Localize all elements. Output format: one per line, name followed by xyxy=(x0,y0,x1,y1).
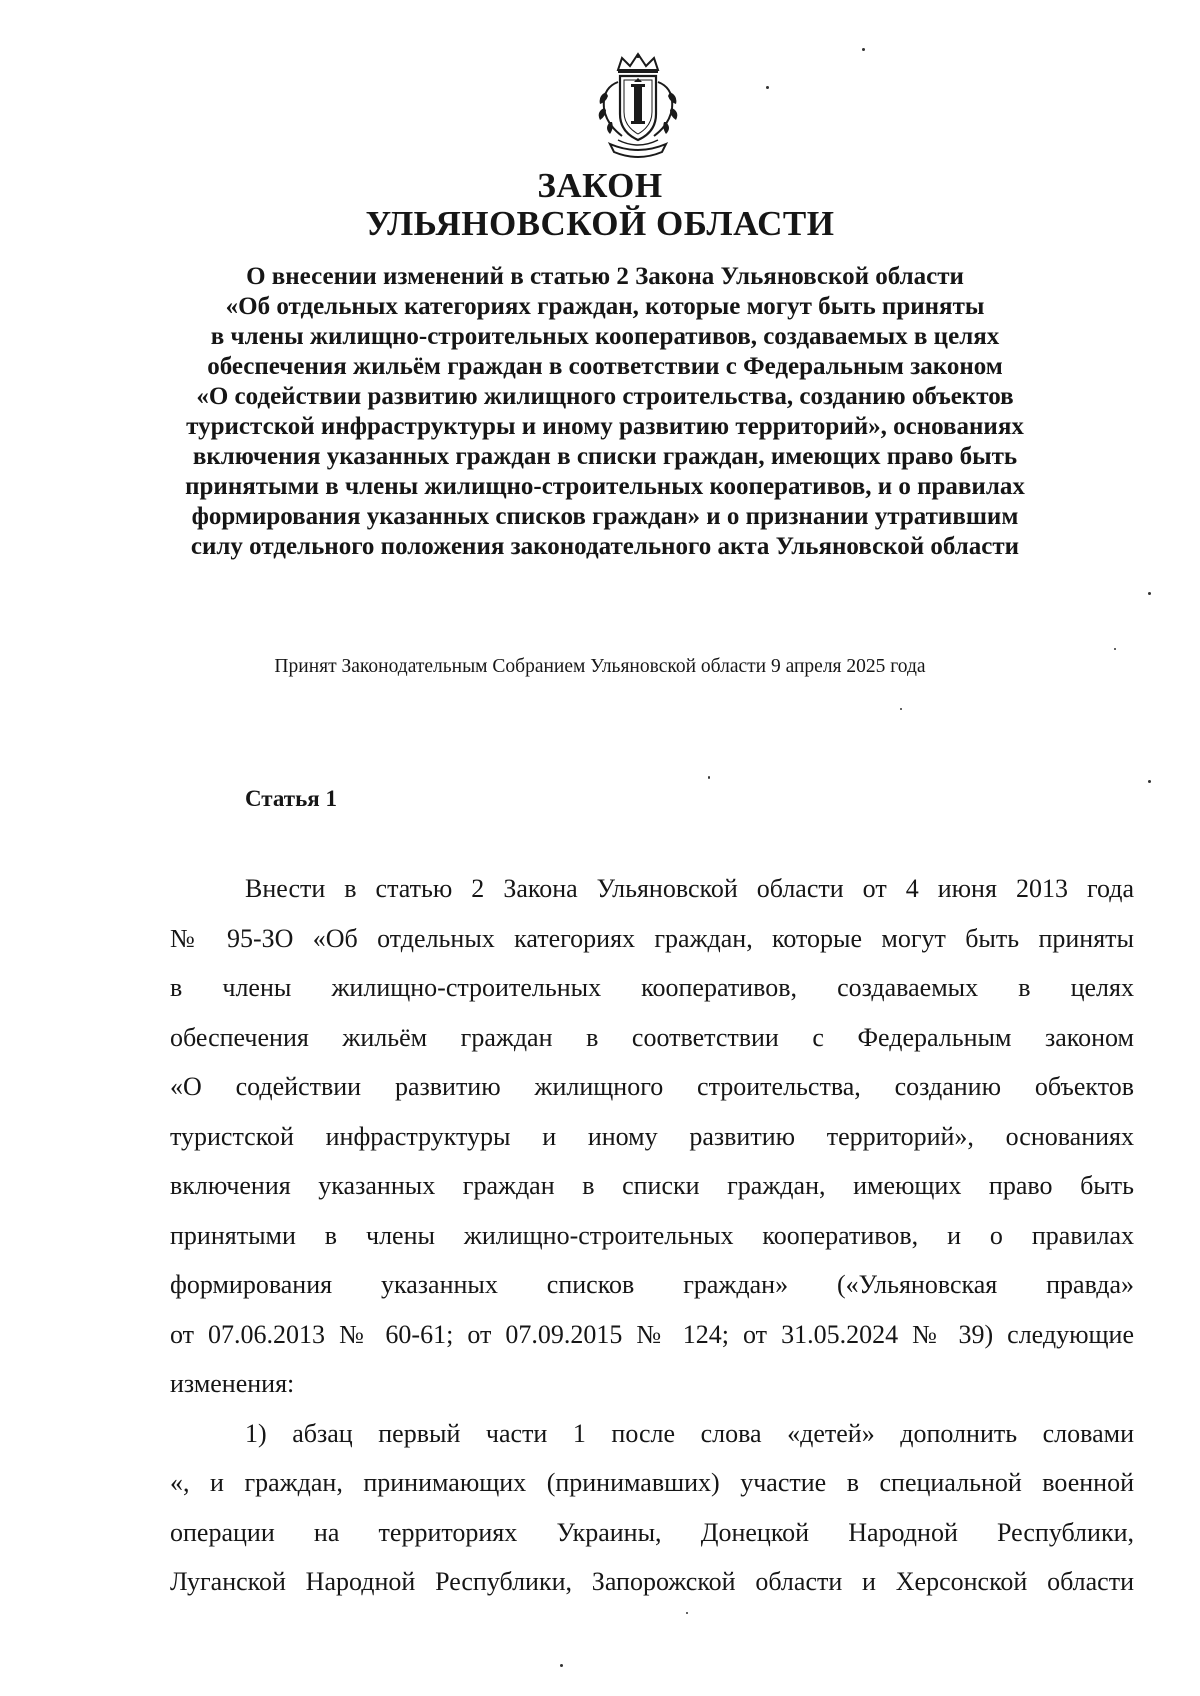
scan-speck xyxy=(1114,648,1116,650)
body-line: включения указанных граждан в списки граждан, имеющих право быть xyxy=(170,1171,1134,1200)
subject-line: в члены жилищно-строительных кооперативов, создаваемых в целях xyxy=(210,323,1000,350)
scan-speck xyxy=(560,1664,563,1667)
body-line: формирования указанных списков граждан» («Ульяновская правда» xyxy=(170,1270,1134,1299)
body-line: Луганской Народной Республики, Запорожской области и Херсонской области xyxy=(170,1567,1134,1596)
body-line: туристской инфраструктуры и иному развитию территорий», основаниях xyxy=(170,1121,1134,1151)
scan-speck xyxy=(686,1612,688,1614)
subject-line: принятыми в члены жилищно-строительных кооперативов, и о правилах xyxy=(185,473,1025,500)
adoption-note: Принят Законодательным Собранием Ульяновской области 9 апреля 2025 года xyxy=(274,656,926,677)
subject-line: О внесении изменений в статью 2 Закона Ульяновской области xyxy=(246,263,964,290)
list-item-line: 1) абзац первый части 1 после слова «детей» дополнить словами xyxy=(245,1418,1134,1448)
body-line: обеспечения жильём граждан в соответствии с Федеральным законом xyxy=(170,1022,1134,1052)
subject-line: обеспечения жильём граждан в соответствии с Федеральным законом xyxy=(207,353,1003,380)
subject-line: силу отдельного положения законодательного акта Ульяновской области xyxy=(190,533,1020,560)
body-line: от 07.06.2013 № 60-61; от 07.09.2015 № 124; от 31.05.2024 № 39) следующие xyxy=(170,1319,1134,1349)
body-line: № 95-ЗО «Об отдельных категориях граждан, которые могут быть приняты xyxy=(170,923,1134,953)
scan-speck xyxy=(708,776,710,779)
subject-line: формирования указанных списков граждан» и о признании утратившим xyxy=(191,503,1019,530)
subject-line: «О содействии развитию жилищного строительства, созданию объектов xyxy=(196,383,1014,410)
body-line: в члены жилищно-строительных кооперативов, создаваемых в целях xyxy=(170,973,1134,1002)
body-line: «О содействии развитию жилищного строительства, созданию объектов xyxy=(170,1072,1134,1101)
subject-line: «Об отдельных категориях граждан, которые могут быть приняты xyxy=(225,293,985,320)
subject-line: туристской инфраструктуры и иному развитию территорий», основаниях xyxy=(186,413,1024,440)
coat-of-arms-icon xyxy=(588,52,688,164)
region-title: УЛЬЯНОВСКОЙ ОБЛАСТИ xyxy=(365,204,835,243)
article-body xyxy=(170,864,1134,1607)
body-line: «, и граждан, принимающих (принимавших) участие в специальной военной xyxy=(170,1468,1134,1497)
body-line: принятыми в члены жилищно-строительных кооперативов, и о правилах xyxy=(170,1220,1134,1250)
article-heading: Статья 1 xyxy=(245,786,337,811)
law-subject xyxy=(170,262,1040,562)
scan-speck xyxy=(766,86,769,89)
scan-speck xyxy=(900,708,902,710)
body-line: изменения: xyxy=(170,1369,295,1398)
scan-speck xyxy=(862,48,865,51)
law-title: ЗАКОН xyxy=(537,166,663,205)
body-line: операции на территориях Украины, Донецкой Народной Республики, xyxy=(170,1517,1134,1547)
scan-speck xyxy=(1148,592,1151,595)
subject-line: включения указанных граждан в списки граждан, имеющих право быть xyxy=(192,443,1018,470)
scan-speck xyxy=(1148,780,1151,783)
body-line: Внести в статью 2 Закона Ульяновской области от 4 июня 2013 года xyxy=(245,874,1134,903)
